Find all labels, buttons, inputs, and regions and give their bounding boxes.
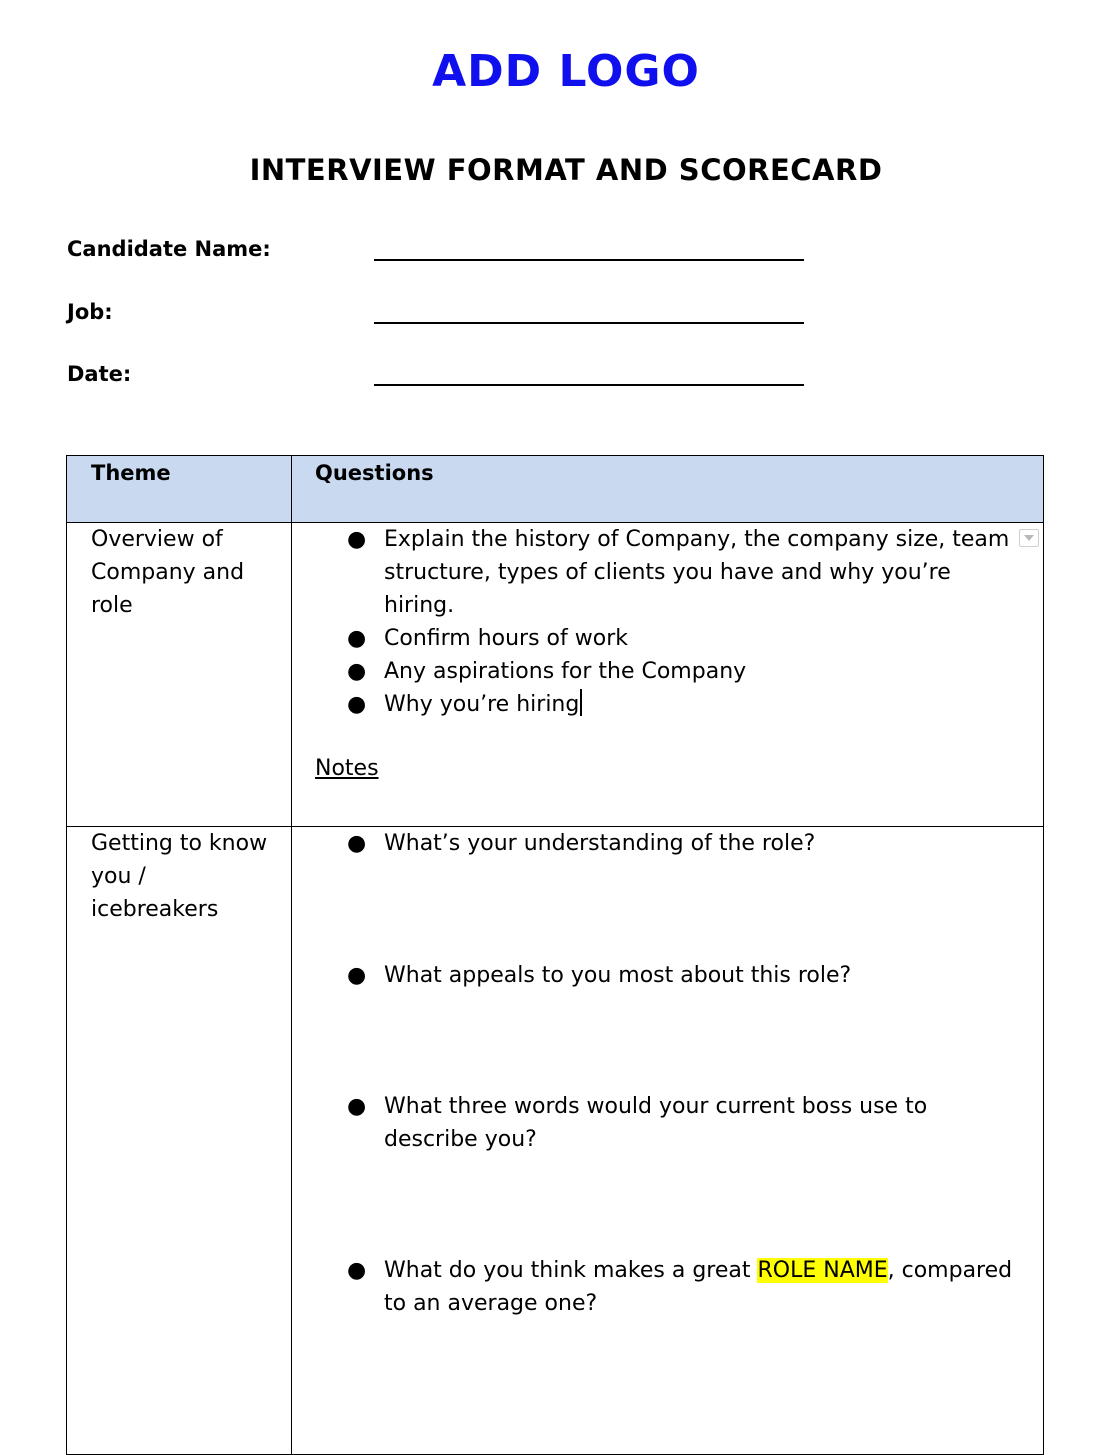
table-header-row bbox=[67, 456, 1043, 523]
bullet-icon: ● bbox=[347, 659, 367, 684]
question-text[interactable]: Why you’re hiring bbox=[384, 692, 580, 717]
list-item bbox=[317, 1254, 1017, 1320]
theme-cell-overview: Overview of Company and role bbox=[91, 527, 245, 618]
question-text: Explain the history of Company, the company size, team structure, types of clients you have and why you’re hiring. bbox=[384, 527, 1010, 618]
candidate-name-line[interactable] bbox=[374, 259, 804, 261]
header-theme: Theme bbox=[91, 461, 171, 485]
list-item bbox=[317, 1090, 1017, 1156]
questions-list-icebreakers bbox=[317, 827, 1017, 860]
questions-list-overview bbox=[317, 523, 1017, 721]
bullet-icon: ● bbox=[347, 626, 367, 651]
questions-list-icebreakers bbox=[317, 1090, 1017, 1156]
list-item bbox=[317, 827, 1017, 860]
text-cursor bbox=[580, 689, 582, 716]
date-line[interactable] bbox=[374, 384, 804, 386]
column-divider bbox=[291, 456, 292, 1454]
question-text: What’s your understanding of the role? bbox=[384, 831, 816, 856]
bullet-icon: ● bbox=[347, 692, 367, 717]
role-name-highlight: ROLE NAME bbox=[757, 1258, 888, 1283]
bullet-icon: ● bbox=[347, 831, 367, 856]
question-text-before: What do you think makes a great bbox=[384, 1258, 758, 1283]
list-item bbox=[317, 688, 1017, 721]
list-item bbox=[317, 622, 1017, 655]
notes-label: Notes bbox=[315, 756, 379, 781]
question-text: Confirm hours of work bbox=[384, 626, 628, 651]
question-text-after: , compared to an average one? bbox=[384, 1258, 1013, 1316]
job-label: Job: bbox=[67, 300, 113, 324]
bullet-icon: ● bbox=[347, 1094, 367, 1119]
questions-list-icebreakers bbox=[317, 1254, 1017, 1320]
logo-placeholder: ADD LOGO bbox=[432, 46, 700, 97]
question-text: What three words would your current boss use to describe you? bbox=[384, 1094, 928, 1152]
theme-cell-icebreakers: Getting to know you / icebreakers bbox=[91, 831, 268, 922]
bullet-icon: ● bbox=[347, 963, 367, 988]
job-line[interactable] bbox=[374, 322, 804, 324]
document-title: INTERVIEW FORMAT AND SCORECARD bbox=[249, 153, 883, 187]
dropdown-icon[interactable] bbox=[1019, 529, 1039, 547]
list-item bbox=[317, 523, 1017, 622]
list-item bbox=[317, 655, 1017, 688]
question-text: What appeals to you most about this role? bbox=[384, 963, 852, 988]
date-label: Date: bbox=[67, 362, 132, 386]
bullet-icon: ● bbox=[347, 1258, 367, 1283]
question-text: Any aspirations for the Company bbox=[384, 659, 747, 684]
candidate-name-label: Candidate Name: bbox=[67, 237, 271, 261]
bullet-icon: ● bbox=[347, 527, 367, 552]
header-questions: Questions bbox=[315, 461, 434, 485]
questions-list-icebreakers bbox=[317, 959, 1017, 992]
list-item bbox=[317, 959, 1017, 992]
scorecard-table bbox=[66, 455, 1044, 1455]
